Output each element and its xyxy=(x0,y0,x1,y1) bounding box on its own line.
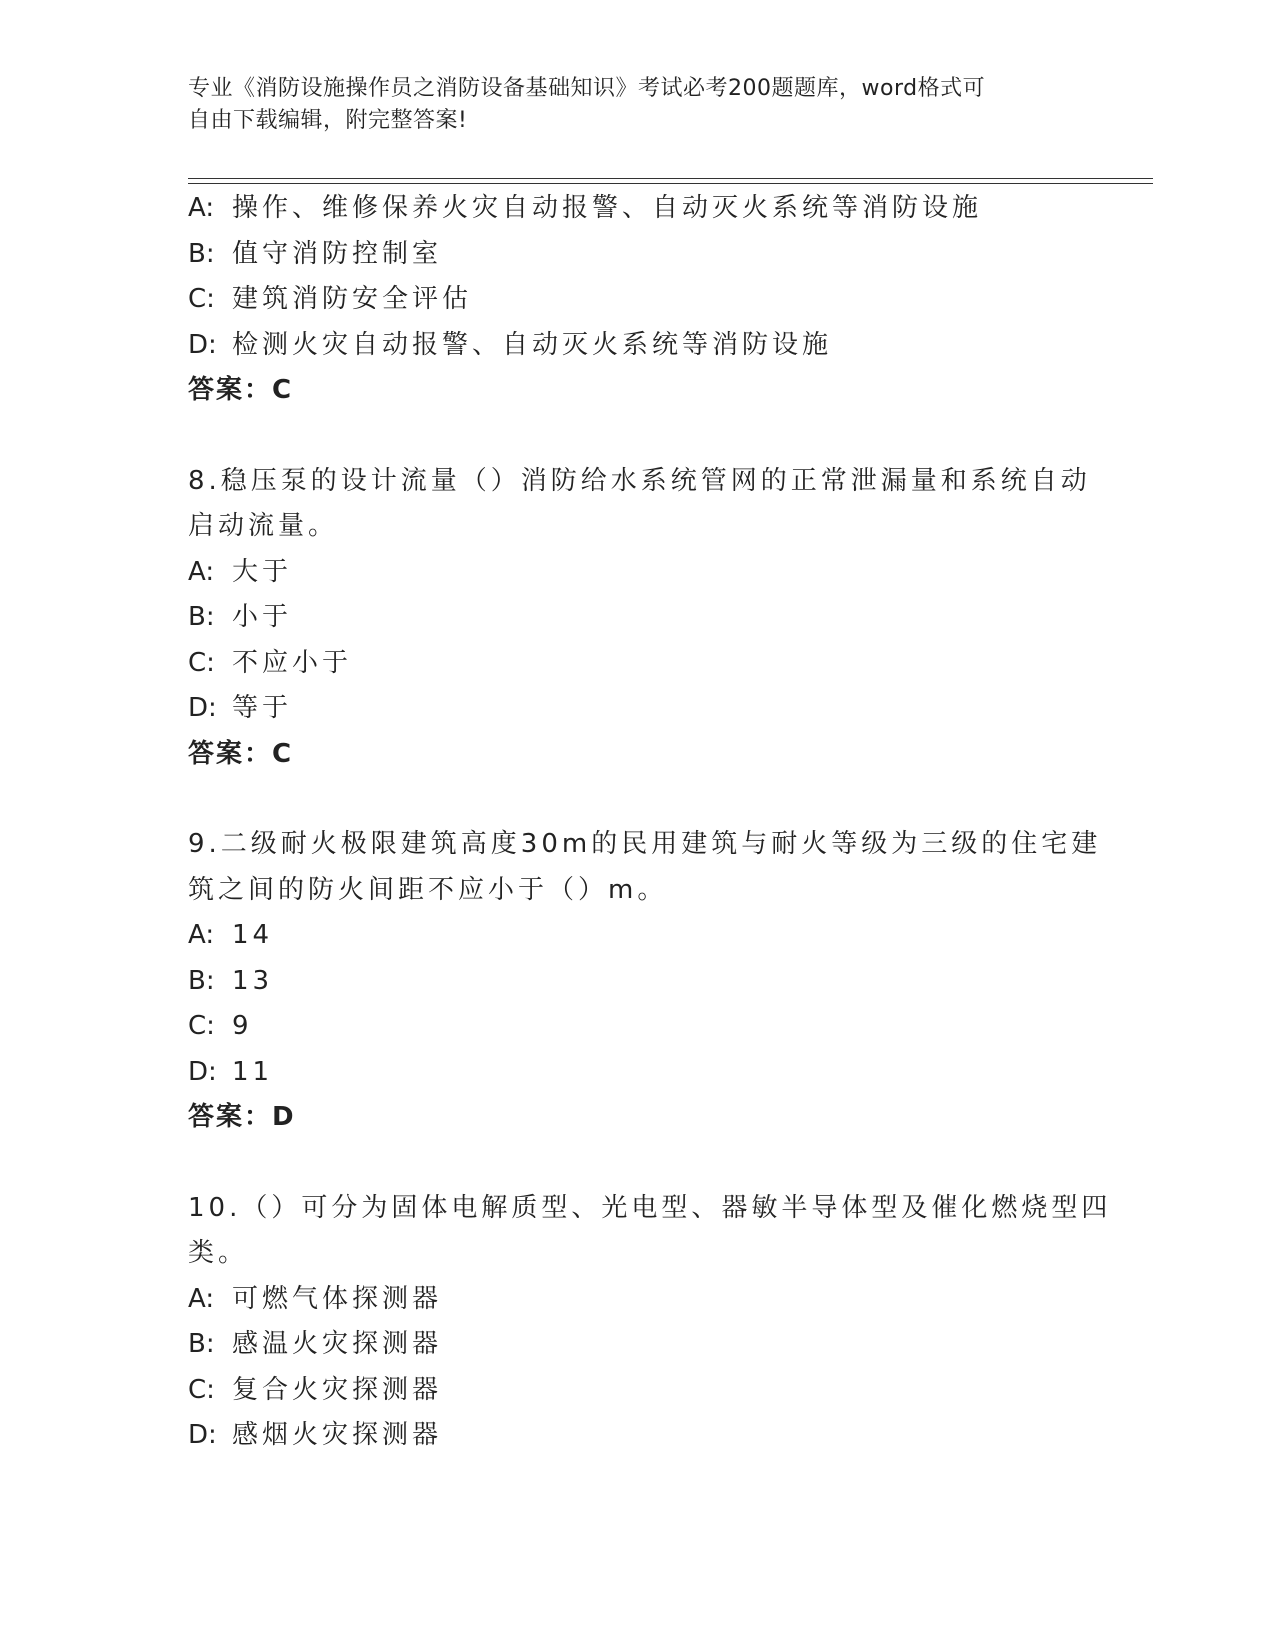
option-text: 等于 xyxy=(232,693,293,723)
option-d xyxy=(188,1413,1088,1459)
option-letter: D: xyxy=(188,1420,217,1450)
option-text: 感烟火灾探测器 xyxy=(232,1420,443,1450)
option-letter: B: xyxy=(188,602,215,632)
option-letter: D: xyxy=(188,693,217,723)
question-9 xyxy=(188,822,1102,1141)
option-letter: A: xyxy=(188,920,215,950)
option-letter: D: xyxy=(188,329,217,360)
option-b xyxy=(188,959,1088,1005)
option-text: 9 xyxy=(232,1011,253,1041)
option-d xyxy=(188,686,1088,732)
answer-line: 答案：C xyxy=(188,375,294,405)
option-letter: B: xyxy=(188,965,215,996)
option-letter: A: xyxy=(188,193,215,223)
option-a xyxy=(188,550,1088,596)
option-text: 可燃气体探测器 xyxy=(232,1283,443,1314)
question-text-line-2: 类。 xyxy=(188,1238,249,1268)
option-letter: B: xyxy=(188,238,215,269)
option-text: 13 xyxy=(232,965,274,996)
option-b xyxy=(188,1322,1088,1368)
option-b xyxy=(188,595,1088,641)
question-10 xyxy=(188,1186,1112,1459)
answer-line: 答案：D xyxy=(188,1102,296,1132)
question-text-line-2: 启动流量。 xyxy=(188,511,339,541)
question-text-line-2: 筑之间的防火间距不应小于（）m。 xyxy=(188,874,668,905)
header-divider-top xyxy=(188,178,1153,179)
option-letter: C: xyxy=(188,1374,215,1405)
spacer xyxy=(188,414,1088,459)
option-b xyxy=(188,232,1088,278)
option-c xyxy=(188,641,1088,687)
answer-line: 答案：C xyxy=(188,738,294,769)
option-d xyxy=(188,1050,1088,1096)
option-text: 不应小于 xyxy=(232,647,353,678)
option-letter: C: xyxy=(188,647,215,678)
question-7 xyxy=(188,186,1088,414)
option-a xyxy=(188,1277,1088,1323)
option-text: 14 xyxy=(232,920,274,950)
option-c xyxy=(188,1368,1088,1414)
header-line-1: 专业《消防设施操作员之消防设备基础知识》考试必考200题题库，word格式可 xyxy=(188,76,986,101)
question-text-line-1: 10.（）可分为固体电解质型、光电型、器敏半导体型及催化燃烧型四 xyxy=(188,1192,1112,1223)
question-text-line-1: 9.二级耐火极限建筑高度30m的民用建筑与耐火等级为三级的住宅建 xyxy=(188,829,1102,859)
option-text: 操作、维修保养火灾自动报警、自动灭火系统等消防设施 xyxy=(232,193,983,223)
document-header xyxy=(188,73,1068,137)
question-list xyxy=(188,186,1112,1459)
header-line-2: 自由下载编辑，附完整答案! xyxy=(188,108,468,133)
question-text-line-1: 8.稳压泵的设计流量（）消防给水系统管网的正常泄漏量和系统自动 xyxy=(188,465,1091,496)
question-8 xyxy=(188,459,1091,778)
option-letter: C: xyxy=(188,1011,215,1041)
spacer xyxy=(188,1141,1088,1186)
spacer xyxy=(188,777,1088,822)
option-c xyxy=(188,1004,1088,1050)
option-text: 值守消防控制室 xyxy=(232,238,443,269)
option-text: 建筑消防安全评估 xyxy=(232,284,473,314)
option-c xyxy=(188,277,1088,323)
option-text: 检测火灾自动报警、自动灭火系统等消防设施 xyxy=(232,329,833,360)
option-a xyxy=(188,186,1088,232)
option-text: 复合火灾探测器 xyxy=(232,1374,443,1405)
option-text: 小于 xyxy=(232,602,293,632)
option-text: 11 xyxy=(232,1056,274,1087)
header-divider-bottom xyxy=(188,183,1153,184)
option-a xyxy=(188,913,1088,959)
option-d xyxy=(188,323,1088,369)
option-letter: A: xyxy=(188,1283,215,1314)
option-letter: A: xyxy=(188,556,215,587)
option-letter: B: xyxy=(188,1329,215,1359)
option-text: 大于 xyxy=(232,556,293,587)
option-text: 感温火灾探测器 xyxy=(232,1329,443,1359)
option-letter: C: xyxy=(188,284,215,314)
option-letter: D: xyxy=(188,1056,217,1087)
